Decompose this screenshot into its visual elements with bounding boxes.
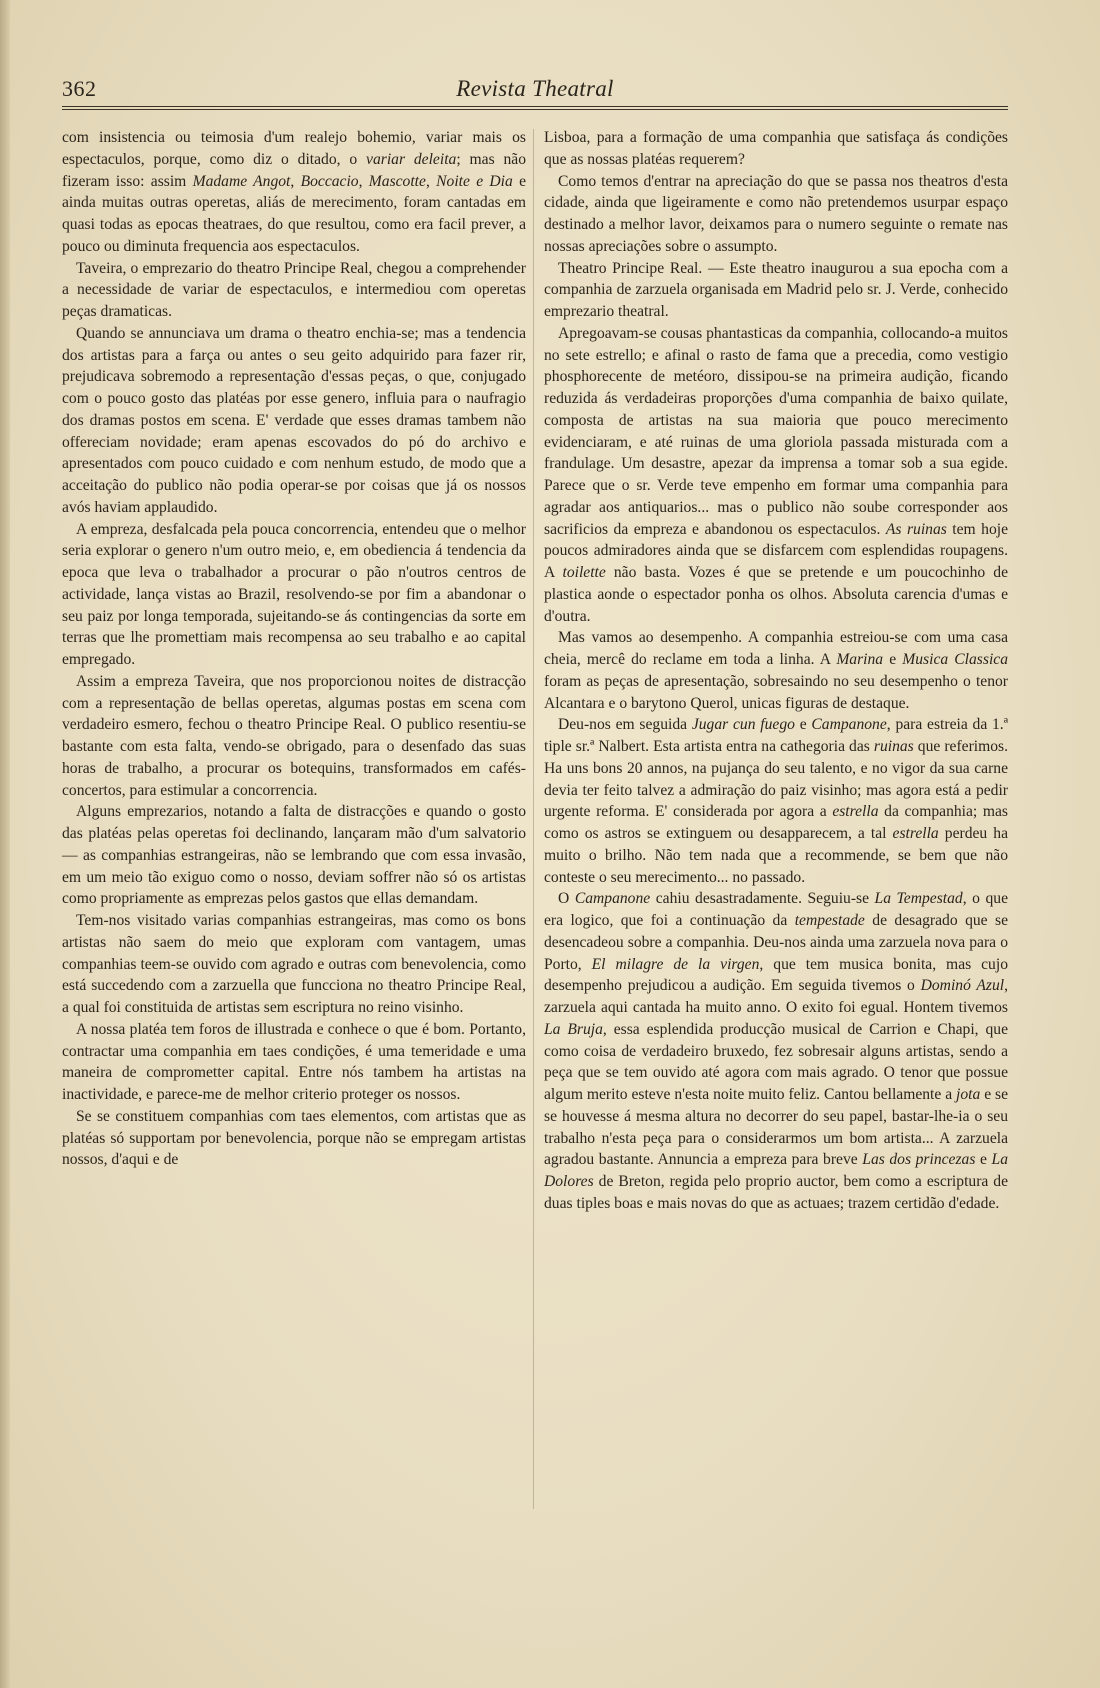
text-run: Apregoavam-se cousas phantasticas da companhia, collocando-a muitos no sete estrello; e afinal o rasto de fama que a precedia, como vestigio phosphorecente de metéoro, dissipou-se na primeira audição, ficando reduzida ás verdadeiras proporções d'uma companhia de baixo quilate, composta de artistas na sua maioria que pouco merecimento evidenciaram, e até ruinas de uma gloriola passada misturada com a frandulage. Um desastre, apezar da imprensa a tomar sob a sua egide. Parece que o sr. Verde teve empenho em formar uma companhia para agradar aos antiquarios... mas o publico não soube corresponder aos sacrificios da empreza e abandonou os espectaculos. xyxy=(544,324,1008,538)
journal-title: Revista Theatral xyxy=(456,76,614,101)
italic-title: estrella xyxy=(892,825,939,842)
italic-title: Madame Angot xyxy=(192,172,291,190)
text-run: A empreza, desfalcada pela pouca concorrencia, entendeu que o melhor seria explorar o genero n'um outro meio, e, em obediencia á tendencia da epoca que leva o trabalhador a procurar o pão n'outros centros de actividade, lança vistas ao Brazil, resolvendo-se por fim a abandonar o seu paiz por longa temporada, sujeitando-se ás contingencias da sorte em terras que lhe promettiam mais recompensa ao seu trabalho e ao capital empregado. xyxy=(62,520,526,668)
paragraph xyxy=(62,127,526,258)
paragraph xyxy=(62,1106,526,1171)
text-run: Se se constituem companhias com taes elementos, com artistas que as platéas só supportam por benevolencia, porque não se empregam artistas nossos, d'aqui e de xyxy=(62,1107,526,1169)
paragraph xyxy=(62,1019,526,1106)
text-run: que referimos. Ha uns bons 20 annos, na pujança do seu talento, e no vigor da sua carne devia ter feito talvez a admiração do paiz visinho; mas agora está a pedir urgente reforma. E' considerada por agora a xyxy=(544,738,1008,821)
header-rule-bottom xyxy=(62,109,1008,110)
italic-title: Jugar cun fuego xyxy=(691,716,795,734)
italic-title: jota xyxy=(956,1086,981,1103)
text-run: Deu-nos em seguida xyxy=(558,716,692,734)
italic-title: La Bruja xyxy=(544,1020,603,1038)
text-run: O xyxy=(558,890,575,908)
italic-title: Noite e Dia xyxy=(436,172,513,190)
page-header xyxy=(62,72,1008,104)
italic-title: Campanone xyxy=(574,890,651,908)
text-run: e ainda muitas outras operetas, aliás de merecimento, foram cantadas em quasi todas as epocas theatraes, do que resultou, como era facil prever, a pouco ou diminuta frequencia aos espectaculos. xyxy=(62,172,526,255)
text-run: Lisboa, para a formação de uma companhia que satisfaça ás condições que as nossas platéas requerem? xyxy=(544,129,1008,168)
text-run: Mas vamos ao desempenho. A companhia estreiou-se com uma casa cheia, mercê do reclame em toda a linha. A xyxy=(544,629,1008,668)
text-run: , o que era logico, que foi a continuação da xyxy=(544,890,1008,929)
paragraph xyxy=(544,627,1008,714)
column-gutter xyxy=(533,129,534,1509)
italic-title: Musica Classica xyxy=(902,651,1008,668)
paragraph xyxy=(544,258,1008,323)
text-run: e xyxy=(883,651,903,668)
text-run: , xyxy=(358,172,369,190)
text-run: Alguns emprezarios, notando a falta de distracções e quando o gosto das platéas pelas operetas foi declinando, lançaram mão d'um salvatorio — as companhias estrangeiras, não se lembrando que com essa invasão, em um meio tão exiguo como o nosso, deviam soffrer não só os artistas como propriamente as emprezas pelos gastos que ellas demandam. xyxy=(62,803,526,908)
text-run: de Breton, regida pelo proprio auctor, bem como a escriptura de duas tiples boas e mais novas do que as actuaes; trazem certidão d'edade. xyxy=(544,1173,1008,1212)
italic-title: ruinas xyxy=(873,738,914,755)
text-run: , que tem musica bonita, mas cujo desempenho prejudicou a audição. Em seguida tivemos o xyxy=(544,955,1008,995)
paragraph xyxy=(544,888,1008,1214)
text-run: Quando se annunciava um drama o theatro enchia-se; mas a tendencia dos artistas para a farça ou antes o seu geito adquirido para fazer rir, prejudicava sobremodo a representação d'essas peças, o que, conjugado com o pouco gosto das platéas por esse genero, influia para o naufragio dos dramas postos em scena. E' verdade que esses dramas tambem não offereciam novidade; eram apenas escovados do pó do archivo e apresentados com pouco cuidado e com nenhum estudo, de modo que a acceitação do publico não podia operar-se por coisas que já os nossos avós haviam applaudido. xyxy=(62,324,526,516)
italic-title: Boccacio xyxy=(300,172,359,190)
italic-title: variar deleita xyxy=(366,150,457,168)
text-run: ; mas não fizeram isso: assim xyxy=(62,150,527,190)
text-run: não basta. Vozes é que se pretende e um poucochinho de plastica aonde o espectador ponha os olhos. Absoluta carencia d'umas e d'outra. xyxy=(544,564,1008,625)
right-column xyxy=(544,127,1008,1215)
italic-title: La Tempestad xyxy=(874,890,963,908)
text-run: e xyxy=(975,1151,992,1169)
paragraph xyxy=(62,910,526,1019)
text-run: Assim a empreza Taveira, que nos proporcionou noites de distracção com a representação de bellas operetas, algumas postas em scena com verdadeiro esmero, fechou o theatro Principe Real. O publico resentiu-se bastante com esta falta, vendo-se obrigado, para o desenfado das suas horas de trabalho, a procurar os botequins, transformados em cafés-concertos, para estimular a concorrencia. xyxy=(62,672,526,799)
text-run: e se se houvesse á mesma altura no decorrer do seu papel, bastar-lhe-ia o seu trabalho n'esta peça para o considerarmos um bom artista... A zarzuela agradou bastante. Annuncia a empreza para breve xyxy=(544,1086,1009,1169)
italic-title: El milagre de la virgen xyxy=(591,955,760,973)
paragraph xyxy=(544,714,1008,888)
article-body xyxy=(62,127,1008,1657)
paragraph xyxy=(62,671,526,802)
text-run: com insistencia ou teimosia d'um realejo bohemio, variar mais os espectaculos, porque, como diz o ditado, o xyxy=(62,129,526,168)
text-run: , xyxy=(290,172,301,190)
italic-title: As ruinas xyxy=(885,520,947,538)
text-run: , zarzuela aqui cantada ha muito anno. O exito foi egual. Hontem tivemos xyxy=(544,977,1008,1016)
header-rule-top xyxy=(62,106,1008,107)
italic-title: estrella xyxy=(832,803,879,821)
text-run: Taveira, o emprezario do theatro Principe Real, chegou a comprehender a necessidade de variar de espectaculos, e intermediou com operetas peças dramaticas. xyxy=(62,259,526,320)
text-run: perdeu ha muito o brilho. Não tem nada que a recommende, se bem que não conteste o seu merecimento... no passado. xyxy=(544,825,1008,886)
text-run: e xyxy=(794,716,812,734)
paragraph xyxy=(62,519,526,671)
text-run: , xyxy=(425,172,437,190)
italic-title: Las dos princezas xyxy=(862,1151,976,1169)
left-column xyxy=(62,127,526,1171)
italic-title: tempestade xyxy=(794,912,865,929)
page-edge-shadow xyxy=(0,0,10,1688)
paragraph xyxy=(62,801,526,910)
italic-title: Dominó Azul xyxy=(920,977,1005,995)
italic-title: La Dolores xyxy=(544,1151,1008,1190)
paragraph xyxy=(544,171,1008,258)
paragraph xyxy=(544,127,1008,171)
text-run: foram as peças de apresentação, sobresaindo no seu desempenho o tenor Alcantara e o barytono Querol, unicas figuras de destaque. xyxy=(544,672,1008,712)
italic-title: Campanone xyxy=(811,716,887,734)
text-run: , para estreia da 1.ª tiple sr.ª Nalbert. Esta artista entra na cathegoria das xyxy=(544,716,1009,755)
italic-title: toilette xyxy=(562,564,606,581)
text-run: , essa esplendida producção musical de Carrion e Chapi, que como coisa de verdadeiro bruxedo, fez sobresair alguns artistas, sendo a peça que se tem ouvido até agora com mais agrado. O tenor que possue algum merito esteve n'esta noite muito feliz. Cantou bellamente a xyxy=(544,1020,1009,1103)
text-run: de desagrado que se desencadeou sobre a companhia. Deu-nos ainda uma zarzuela nova para o Porto, xyxy=(544,912,1008,973)
italic-title: Marina xyxy=(836,651,884,668)
text-run: Como temos d'entrar na apreciação do que se passa nos theatros d'esta cidade, ainda que ligeiramente e como não pretendemos usurpar espaço destinado a melhor lavor, deixamos para o numero seguinte o remate nas nossas apreciações sobre o assumpto. xyxy=(544,172,1008,255)
text-run: cahiu desastradamente. Seguiu-se xyxy=(650,890,875,908)
text-run: Theatro Principe Real. — Este theatro inaugurou a sua epocha com a companhia de zarzuela organisada em Madrid pelo sr. J. Verde, conhecido emprezario theatral. xyxy=(544,259,1008,320)
text-run: tem hoje poucos admiradores ainda que se disfarcem com esplendidas roupagens. A xyxy=(544,520,1009,581)
paragraph xyxy=(62,323,526,519)
text-run: A nossa platéa tem foros de illustrada e conhece o que é bom. Portanto, contractar uma companhia em taes condições, é uma temeridade e uma maneira de comprometter capital. Entre nós tambem ha artistas na inactividade, e parece-me de melhor criterio proteger os nossos. xyxy=(62,1020,526,1103)
paragraph xyxy=(62,258,526,323)
text-run: da companhia; mas como os astros se extinguem ou desapparecem, a tal xyxy=(544,803,1009,842)
text-run: Tem-nos visitado varias companhias estrangeiras, mas como os bons artistas não saem do meio que exploram com vantagem, umas companhias teem-se ouvido com agrado e outras com benevolencia, como está succedendo com a zarzuella que funcciona no theatro Principe Real, a qual foi constituida de artistas sem escriptura no reino visinho. xyxy=(62,912,526,1016)
italic-title: Mascotte xyxy=(368,172,426,190)
page-number: 362 xyxy=(62,76,97,101)
paragraph xyxy=(544,323,1008,628)
